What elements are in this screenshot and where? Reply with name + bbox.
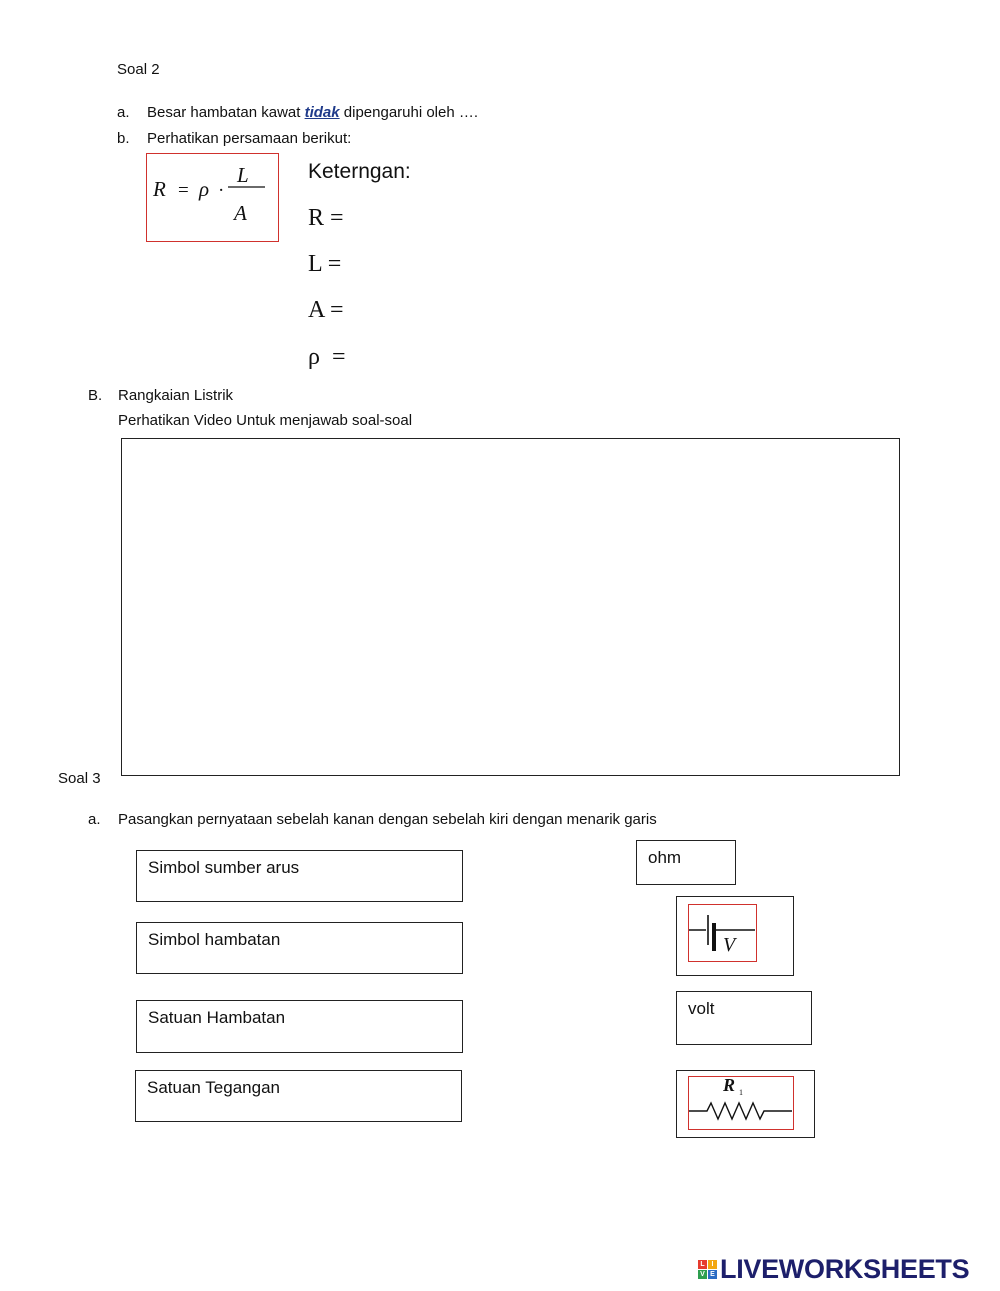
liveworksheets-logo xyxy=(698,1254,969,1285)
item-b-marker: b. xyxy=(117,130,130,147)
item-a-text-after: dipengaruhi oleh …. xyxy=(339,104,479,121)
keterangan-line-l: L = xyxy=(308,251,342,277)
left-item-simbol-hambatan[interactable]: Simbol hambatan xyxy=(136,922,463,974)
formula-box xyxy=(146,153,279,242)
resistor-label: R xyxy=(723,1077,736,1095)
keterangan-line-r: R = xyxy=(308,205,344,231)
logo-tiles-icon: L I V E xyxy=(698,1260,717,1279)
soal2-item-a xyxy=(117,104,478,121)
formula-dot: · xyxy=(218,180,225,201)
item-b-text: Perhatikan persamaan berikut: xyxy=(147,130,352,147)
video-placeholder[interactable] xyxy=(121,438,900,776)
resistor-icon xyxy=(689,1077,792,1128)
left-item-simbol-sumber-arus[interactable]: Simbol sumber arus xyxy=(136,850,463,902)
resistor-symbol-frame xyxy=(688,1076,794,1130)
battery-symbol-frame xyxy=(688,904,757,962)
left-item-satuan-tegangan[interactable]: Satuan Tegangan xyxy=(135,1070,462,1122)
formula-denominator: A xyxy=(234,201,247,225)
battery-icon xyxy=(689,905,755,960)
logo-text: LIVEWORKSHEETS xyxy=(720,1254,970,1284)
soal2-heading: Soal 2 xyxy=(117,61,160,78)
section-b-title-text: Rangkaian Listrik xyxy=(118,387,234,404)
section-b-marker: B. xyxy=(88,387,103,404)
resistance-formula xyxy=(147,154,278,241)
soal2-item-b xyxy=(117,130,351,147)
formula-rho: ρ xyxy=(199,177,210,201)
formula-lhs: R xyxy=(153,177,166,201)
right-item-resistor-symbol[interactable] xyxy=(676,1070,815,1138)
section-b-instruction: Perhatikan Video Untuk menjawab soal-soal xyxy=(118,412,413,429)
keterangan-title: Keterngan: xyxy=(308,160,411,183)
formula-equals: = xyxy=(178,180,189,201)
right-item-battery-symbol[interactable] xyxy=(676,896,794,976)
right-item-volt[interactable]: volt xyxy=(676,991,812,1045)
battery-label: V xyxy=(723,934,736,956)
section-b-title xyxy=(88,387,233,404)
keterangan-line-rho: ρ = xyxy=(308,344,346,370)
soal3-item-a-marker: a. xyxy=(88,811,101,828)
item-a-marker: a. xyxy=(117,104,130,121)
soal3-heading: Soal 3 xyxy=(58,770,101,787)
item-a-text-before: Besar hambatan kawat xyxy=(147,104,305,121)
soal3-item-a xyxy=(88,811,657,828)
keterangan-line-a: A = xyxy=(308,297,344,323)
formula-numerator: L xyxy=(237,163,249,187)
resistor-subscript: 1 xyxy=(739,1088,743,1097)
left-item-satuan-hambatan[interactable]: Satuan Hambatan xyxy=(136,1000,463,1053)
soal3-item-a-text: Pasangkan pernyataan sebelah kanan dengan sebelah kiri dengan menarik garis xyxy=(118,811,657,828)
right-item-ohm[interactable]: ohm xyxy=(636,840,736,885)
item-a-keyword: tidak xyxy=(304,104,340,121)
